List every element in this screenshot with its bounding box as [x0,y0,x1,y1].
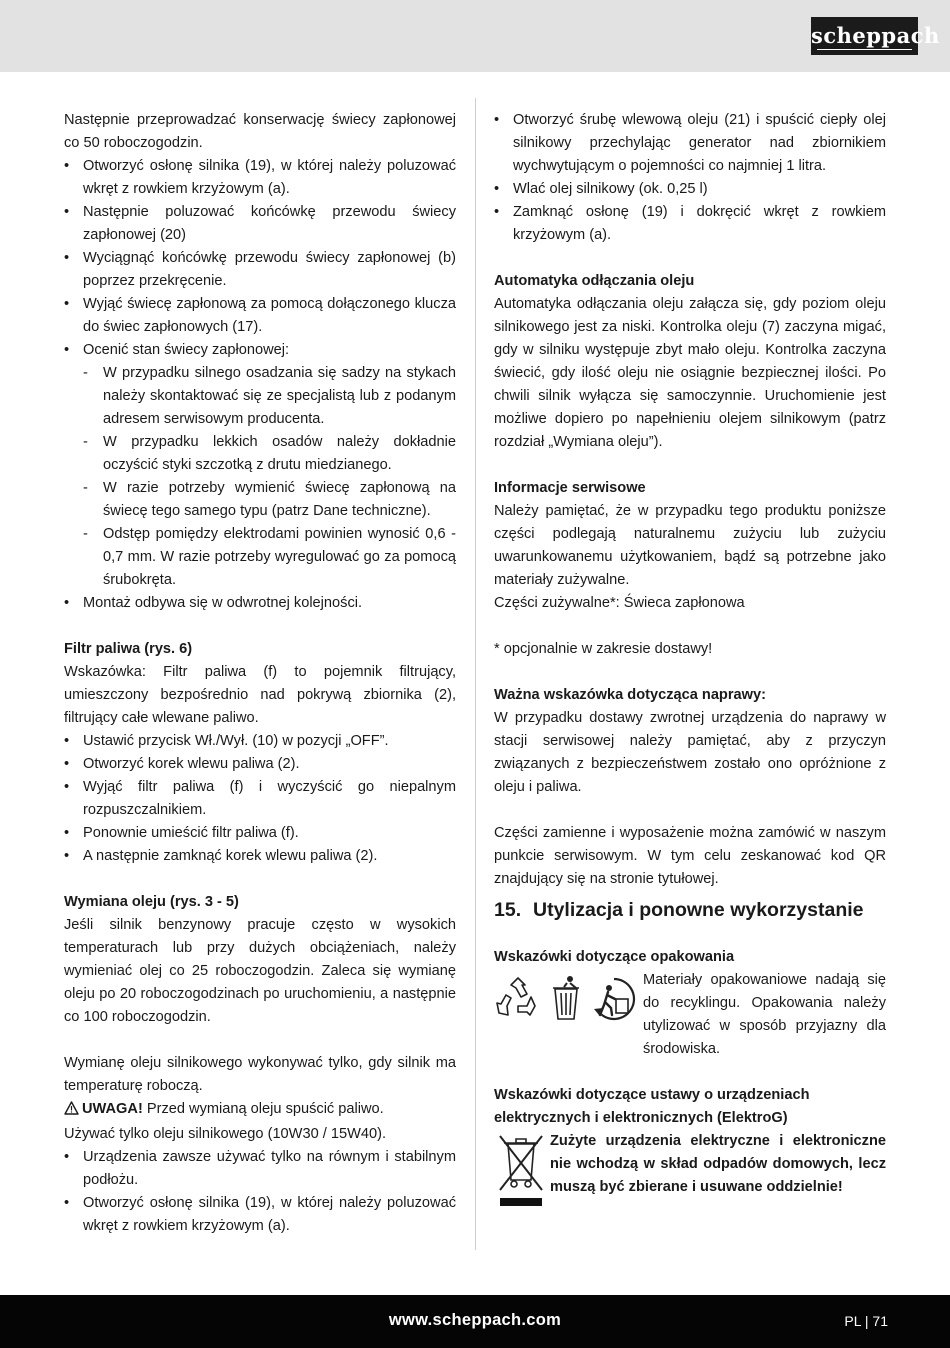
list-item: • Wyjąć filtr paliwa (f) i wyczyścić go niepalnym rozpuszczalnikiem. [64,776,456,822]
intro-text: Następnie przeprowadzać konserwację świecy zapłonowej co 50 roboczogodzin. [64,112,456,151]
list-item: • Urządzenia zawsze używać tylko na równym i stabilnym podłożu. [64,1146,456,1192]
list-item: • A następnie zamknąć korek wlewu paliwa (2). [64,845,456,868]
list-item: • Ustawić przycisk Wł./Wył. (10) w pozycji „OFF”. [64,730,456,753]
list-item: • Wlać olej silnikowy (ok. 0,25 l) [494,178,886,201]
packaging-heading: Wskazówki dotyczące opakowania [494,949,735,965]
packaging-text: Materiały opakowaniowe nadają się do recyklingu. Opakowania należy utylizować w sposób przyjazny dla środowiska. [643,972,886,1057]
page-indicator: PL | 71 [844,1313,888,1329]
footer-bar [0,1295,950,1348]
list-item: • Otworzyć osłonę silnika (19), w której należy poluzować wkręt z rowkiem krzyżowym (a). [64,155,456,201]
service-info-text: Należy pamiętać, że w przypadku tego produktu poniższe części podlegają naturalnemu zużyciu lub zużyciu uwarunkowanemu użytkowaniem, bądź są potrzebne jako materiały zużywalne. [494,503,886,588]
oil-change-steps-cont [494,109,886,247]
weee-heading: Wskazówki dotyczące ustawy o urządzeniach elektrycznych i elektronicznych (ElektroG) [494,1087,810,1126]
list-item: - W przypadku lekkich osadów należy dokładnie oczyścić styki szczotką z drutu miedzianego. [64,431,456,477]
oil-change-heading: Wymiana oleju (rys. 3 - 5) [64,894,239,910]
spark-plug-steps [64,155,456,362]
section-number: 15. [494,899,522,921]
repair-note-heading: Ważna wskazówka dotycząca naprawy: [494,687,766,703]
oil-change-text: Jeśli silnik benzynowy pracuje często w wysokich temperaturach lub przy dużych obciążeniach, należy wymieniać olej co 25 roboczogodzin. Zaleca się wymianę oleju po 20 roboczogodzinach po uruchomieniu, a następnie co 100 roboczogodzin. [64,917,456,1025]
packaging-icons [494,969,643,1031]
weee-block [494,1130,886,1220]
fuel-filter-steps [64,730,456,868]
list-item: • Otworzyć śrubę wlewową oleju (21) i spuścić ciepły olej silnikowy przechylając generator nad zbiornikiem wychwytującym o pojemności co najmniej 1 litra. [494,109,886,178]
website-link[interactable]: www.scheppach.com [388,1311,562,1329]
fuel-filter-heading: Filtr paliwa (rys. 6) [64,641,193,657]
list-item: - W przypadku silnego osadzania się sadzy na stykach należy skontaktować się ze specjalistą lub z podanym adresem serwisowym producenta. [64,362,456,431]
wear-parts-text: Części zużywalne*: Świeca zapłonowa [494,595,745,611]
scheppach-logo: scheppach [811,17,918,55]
spark-plug-substeps [64,362,456,592]
spark-plug-final [64,592,456,615]
oil-change-steps [64,1146,456,1238]
section-title: Utylizacja i ponowne wykorzystanie [533,899,864,921]
proper-disposal-icon [590,975,638,1031]
weee-text: Zużyte urządzenia elektryczne i elektroniczne nie wchodzą w skład odpadów domowych, lecz muszą być zbierane i usuwane oddzielnie! [550,1133,886,1195]
language-code: PL [844,1313,861,1329]
oil-type-text: Używać tylko oleju silnikowego (10W30 / 15W40). [64,1126,387,1142]
left-column [64,109,456,1238]
list-item: • Następnie poluzować końcówkę przewodu świecy zapłonowej (20) [64,201,456,247]
list-item: • Otworzyć osłonę silnika (19), w której należy poluzować wkręt z rowkiem krzyżowym (a). [64,1192,456,1238]
warning-text: Przed wymianą oleju spuścić paliwo. [142,1101,384,1117]
list-item: • Zamknąć osłonę (19) i dokręcić wkręt z rowkiem krzyżowym (a). [494,201,886,247]
packaging-block [494,969,886,1061]
list-item: - W razie potrzeby wymienić świecę zapłonową na świecę tego samego typu (patrz Dane techniczne). [64,477,456,523]
crossed-bin-icon [494,1130,550,1220]
oil-shutoff-heading: Automatyka odłączania oleju [494,273,695,289]
list-item: • Wyciągnąć końcówkę przewodu świecy zapłonowej (b) poprzez przekręcenie. [64,247,456,293]
list-item: • Wyjąć świecę zapłonową za pomocą dołączonego klucza do świec zapłonowych (17). [64,293,456,339]
repair-note-text: W przypadku dostawy zwrotnej urządzenia do naprawy w stacji serwisowej należy pamiętać, aby z przyczyn związanych z bezpieczeństwem zostało ono opróżnione z oleju i paliwa. [494,710,886,795]
section-heading [494,899,886,922]
header-bar [0,0,950,72]
spare-parts-text: Części zamienne i wyposażenie można zamówić w naszym punkcie serwisowym. W tym celu zeskanować kod QR znajdujący się na stronie tytułowej. [494,825,886,887]
right-column [494,109,886,1220]
service-info-heading: Informacje serwisowe [494,480,646,496]
page-number: 71 [872,1313,888,1329]
list-item: - Odstęp pomiędzy elektrodami powinien wynosić 0,6 - 0,7 mm. W razie potrzeby wyregulować go za pomocą śrubokręta. [64,523,456,592]
warning-triangle-icon [64,1100,79,1123]
oil-change-text-2: Wymianę oleju silnikowego wykonywać tylko, gdy silnik ma temperaturę roboczą. [64,1055,456,1094]
list-item: • Otworzyć korek wlewu paliwa (2). [64,753,456,776]
list-item: • Montaż odbywa się w odwrotnej kolejności. [64,592,456,615]
list-item: • Ponownie umieścić filtr paliwa (f). [64,822,456,845]
trash-bin-icon [546,975,586,1031]
warning-line [64,1098,456,1123]
optional-note: * opcjonalnie w zakresie dostawy! [494,641,713,657]
column-divider [475,98,476,1250]
recycle-icon [494,975,542,1031]
list-item [64,339,456,362]
warning-label: UWAGA! [82,1101,143,1117]
oil-shutoff-text: Automatyka odłączania oleju załącza się, gdy poziom oleju silnikowego jest za niski. Kontrolka oleju (7) zaczyna migać, gdy w silniku występuje zbyt mało oleju. Kontrolka zaczyna świecić, gdy ilość oleju nie osiągnie bezpiecznej ilości. Po chwili silnik wyłącza się samoczynnie. Uruchomienie jest możliwe dopiero po napełnieniu olejem silnikowym (patrz rozdział „Wymiana oleju”). [494,296,886,450]
list-item-label: Ocenić stan świecy zapłonowej: [83,342,290,358]
fuel-filter-intro: Wskazówka: Filtr paliwa (f) to pojemnik filtrujący, umieszczony bezpośrednio nad pokrywą zbiornika (2), filtrujący całe wlewane paliwo. [64,664,456,726]
